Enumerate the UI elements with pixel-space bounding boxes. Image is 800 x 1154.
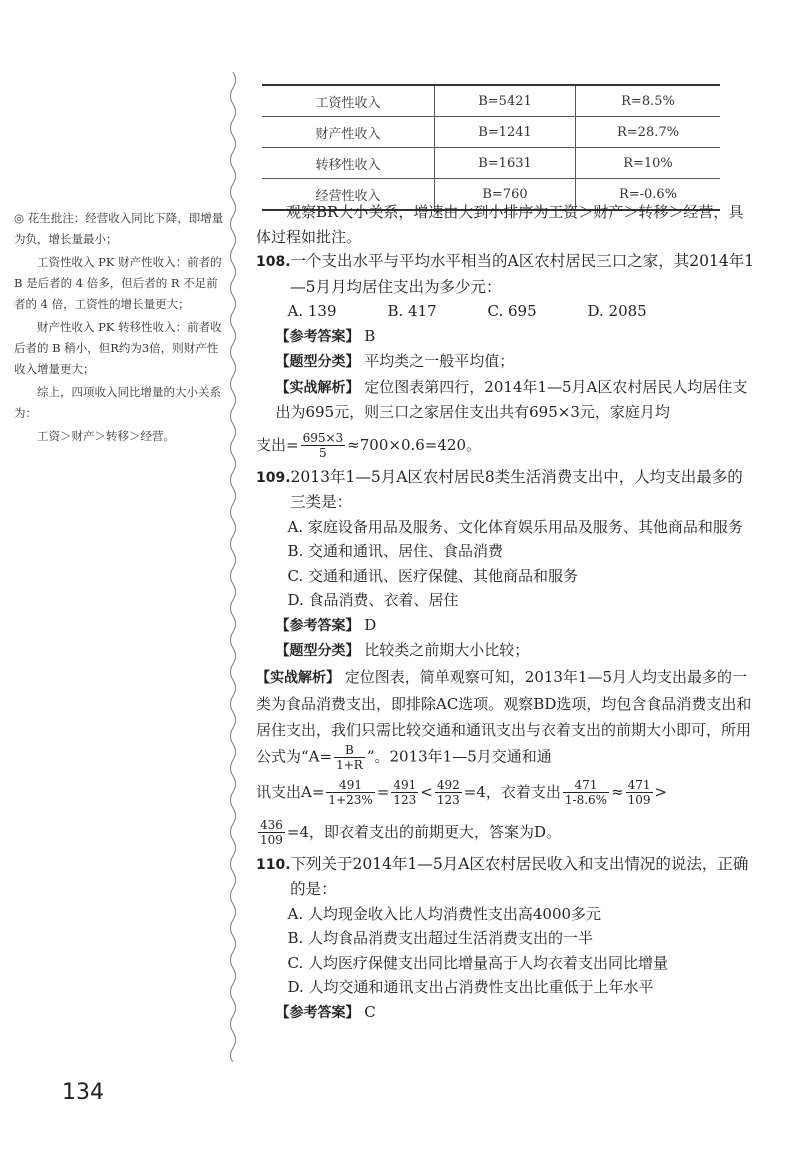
denominator: 123 (436, 793, 460, 807)
option: D. 食品消费、衣着、居住 (287, 591, 459, 609)
income-table (262, 84, 720, 211)
denominator: 123 (393, 793, 417, 807)
fraction (326, 778, 374, 807)
answer-line (256, 1000, 756, 1026)
option: C. 交通和通讯、医疗保健、其他商品和服务 (287, 566, 578, 585)
numerator: 491 (326, 778, 374, 793)
formula-text: 支出= (256, 435, 299, 454)
option: A. 家庭设备用品及服务、文化体育娱乐用品及服务、其他商品和服务 (287, 517, 743, 536)
answer-label: 【参考答案】 (275, 617, 360, 634)
type-line (256, 638, 756, 664)
question-stem: 2013年1—5月A区农村居民8类生活消费支出中，人均支出最多的三类是： (290, 467, 743, 511)
question-109 (256, 465, 756, 515)
wavy-divider (226, 72, 240, 1062)
option: B. 人均食品消费支出超过生活消费支出的一半 (287, 929, 594, 947)
table-cell: R=-0.6% (576, 179, 721, 211)
table-cell: R=10% (576, 148, 721, 179)
question-108 (256, 249, 756, 299)
answer-label: 【参考答案】 (275, 1004, 360, 1021)
formula-text: ≈ (611, 782, 624, 801)
answer-line (256, 324, 756, 350)
numerator: 492 (436, 778, 460, 792)
answer-value: B (364, 326, 376, 345)
analysis-line (256, 375, 756, 425)
analysis-line (256, 664, 756, 772)
formula-109-cont (256, 812, 756, 852)
numerator: 695×3 (302, 431, 344, 445)
note: 工资性收入 PK 财产性收入：前者的 B 是后者的 4 倍多，但后者的 R 不足前者的 4 倍，工资性的增长量更大； (14, 255, 222, 311)
numerator: 471 (627, 778, 651, 792)
denominator: 109 (260, 833, 283, 847)
answer-label: 【参考答案】 (275, 328, 360, 345)
fraction (334, 743, 365, 772)
note: ◎ 花生批注：经营收入同比下降，即增量为负，增长量最小； (14, 211, 224, 246)
formula-108 (256, 425, 756, 465)
numerator: B (334, 743, 365, 758)
options-108 (256, 299, 756, 324)
denominator: 109 (627, 793, 651, 807)
denominator: 5 (319, 446, 327, 460)
type-label: 【题型分类】 (275, 354, 360, 370)
margin-notes (14, 208, 224, 449)
fraction (301, 431, 346, 460)
option: C. 695 (487, 302, 537, 320)
answer-value: D (364, 615, 377, 634)
question-stem: 一个支出水平与平均水平相当的A区农村居民三口之家，其2014年1—5月月均居住支出为多少元： (290, 252, 755, 296)
option: B. 417 (387, 302, 437, 320)
formula-text: =4，衣着支出 (463, 782, 561, 801)
formula-text: > (654, 782, 668, 801)
table-cell: 工资性收入 (315, 95, 381, 111)
type-value: 比较类之前期大小比较； (364, 641, 530, 659)
answer-value: C (364, 1002, 376, 1021)
formula-text: =4，即衣着支出的前期更大，答案为D。 (286, 822, 562, 841)
option: A. 人均现金收入比人均消费性支出高4000多元 (287, 904, 602, 923)
type-line (256, 349, 756, 375)
fraction (563, 778, 609, 807)
analysis-label: 【实战解析】 (256, 669, 340, 686)
table-row (262, 117, 720, 148)
formula-text: 讯支出A= (256, 782, 325, 801)
table-cell: B=5421 (435, 85, 576, 117)
fraction (391, 778, 418, 807)
option: B. 交通和通讯、居住、食品消费 (287, 542, 504, 560)
question-110 (256, 852, 756, 902)
numerator: 436 (260, 818, 283, 832)
analysis-label: 【实战解析】 (275, 379, 360, 396)
table-cell: 转移性收入 (262, 148, 435, 179)
formula-109 (256, 772, 756, 812)
question-number: 109. (256, 469, 291, 486)
type-label: 【题型分类】 (275, 643, 360, 659)
table-row (262, 148, 720, 179)
page-number: 134 (62, 1080, 104, 1105)
table-cell: B=1241 (435, 117, 576, 148)
table-cell: B=1631 (435, 148, 576, 179)
question-stem: 下列关于2014年1—5月A区农村居民收入和支出情况的说法，正确的是： (290, 854, 749, 898)
table-cell: R=28.7% (576, 117, 721, 148)
intro-paragraph: 观察BR大小关系，增速由大到小排序为工资＞财产＞转移＞经营，具体过程如批注。 (256, 203, 744, 246)
table-cell: 财产性收入 (262, 117, 435, 148)
answer-line (256, 613, 756, 639)
denominator: 1+R (336, 757, 363, 772)
fraction (626, 778, 653, 807)
type-value: 平均类之一般平均值； (364, 352, 515, 370)
table-row (262, 85, 720, 117)
denominator: 1+23% (328, 793, 373, 807)
table-cell: 经营性收入 (262, 179, 435, 211)
option: D. 2085 (587, 302, 647, 320)
main-content (256, 200, 756, 1025)
question-number: 110. (256, 856, 291, 873)
fraction (435, 778, 462, 807)
analysis-text: 定位图表，简单观察可知，2013年1—5月人均支出最多的一类为食品消费支出，即排除AC选项。观察BD选项，均包含食品消费支出和居住支出，我们只需比较交通和通讯支出与衣着支出的前期大小即可，所用公式为“A= (256, 667, 752, 765)
fraction (258, 818, 285, 847)
option: A. 139 (287, 302, 337, 320)
table-cell: R=8.5% (576, 85, 721, 117)
analysis-text: 定位图表第四行，2014年1—5月A区农村居民人均居住支出为695元，则三口之家居住支出共有695×3元，家庭月均 (275, 377, 748, 421)
denominator: 1-8.6% (564, 793, 608, 807)
note: 综上，四项收入同比增量的大小关系为： (14, 385, 221, 420)
note: 工资＞财产＞转移＞经营。 (37, 429, 175, 443)
table-cell: B=760 (435, 179, 576, 211)
question-number: 108. (256, 254, 291, 270)
option: C. 人均医疗保健支出同比增量高于人均衣着支出同比增量 (287, 953, 668, 972)
formula-text: = (376, 782, 390, 801)
formula-text: < (420, 782, 433, 801)
numerator: 471 (563, 778, 609, 793)
note: 财产性收入 PK 转移性收入：前者收后者的 B 稍小，但R约为3倍，则财产性收入增量更大； (14, 320, 222, 376)
analysis-text: ”。2013年1—5月交通和通 (366, 747, 552, 765)
numerator: 491 (393, 778, 417, 792)
option: D. 人均交通和通讯支出占消费性支出比重低于上年水平 (287, 978, 654, 996)
formula-text: ≈700×0.6=420。 (347, 435, 481, 454)
